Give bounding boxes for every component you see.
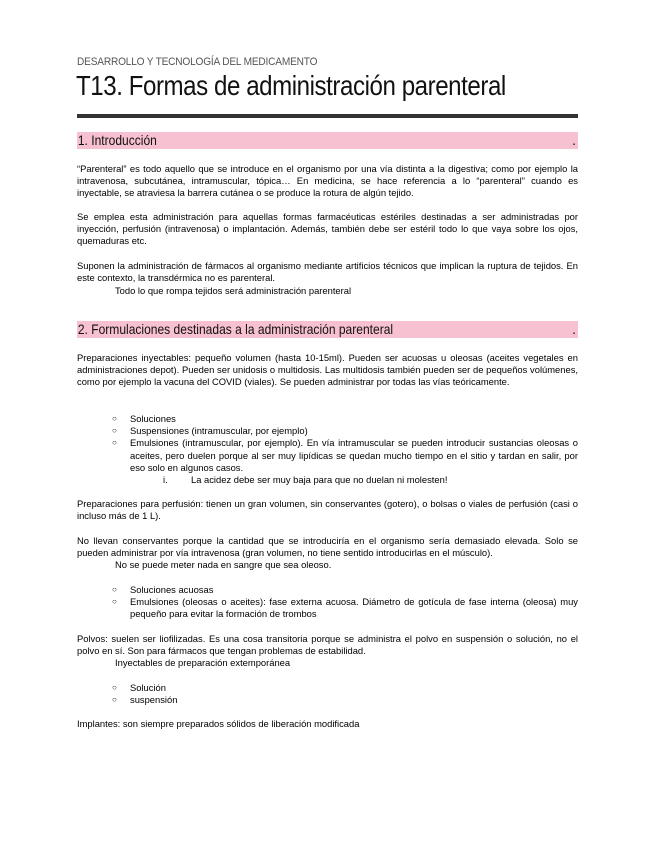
list-item: ○ Emulsiones (oleosas o aceites): fase externa acuosa. Diámetro de gotícula de fase interna (oleosa) muy pequeño para evitar la formación de trombos <box>112 596 578 620</box>
section-heading-dot: . <box>572 132 576 148</box>
paragraph-polvos: Polvos: suelen ser liofilizadas. Es una cosa transitoria porque se administra el polvo en suspensión o solución, no el polvo en sí. Son para fármacos que tengan problemas de estabilidad. <box>77 633 578 657</box>
section-heading-formulaciones <box>77 321 578 338</box>
title-rule <box>77 114 578 118</box>
paragraph-conservantes: No llevan conservantes porque la cantidad que se introduciría en el organismo sería demasiado elevada. Solo se pueden administrar por vía intravenosa (gran volumen, no tiene sentido introducirlas en el músculo). <box>77 535 578 559</box>
indented-note-extemporanea: Inyectables de preparación extemporánea <box>115 657 291 668</box>
subject-header: DESARROLLO Y TECNOLOGÍA DEL MEDICAMENTO <box>77 56 318 68</box>
section-heading-label: 1. Introducción <box>77 132 157 148</box>
list-item: ○ Suspensiones (intramuscular, por ejemplo) <box>112 425 578 437</box>
roman-numeral: i. <box>163 474 168 485</box>
indented-note-tissues: Todo lo que rompa tejidos será administración parenteral <box>115 285 352 296</box>
paragraph-inyectables: Preparaciones inyectables: pequeño volumen (hasta 10-15ml). Pueden ser acuosas u oleosas (aceites vegetales en administraciones depot). Pueden ser unidosis o multidosis. Las multidosis también pueden ser de pequeños volúmenes, como por ejemplo la vacuna del COVID (viales). Se pueden administrar por todas las vías teóricamente. <box>77 352 578 388</box>
list-item: ○ Soluciones <box>112 413 578 425</box>
list-inyectables <box>112 413 578 474</box>
section-heading-label: 2. Formulaciones destinadas a la administración parenteral <box>77 321 394 337</box>
section-heading-dot: . <box>572 321 576 337</box>
page-title: T13. Formas de administración parenteral <box>76 70 506 101</box>
paragraph-perfusion: Preparaciones para perfusión: tienen un gran volumen, sin conservantes (gotero), o bolsas o viales de perfusión (casi o incluso más de 1 L). <box>77 498 578 522</box>
list-polvos <box>112 682 578 706</box>
list-item: ○ Soluciones acuosas <box>112 584 578 596</box>
paragraph-parenteral-definition: “Parenteral” es todo aquello que se introduce en el organismo por una vía distinta a la digestiva; como por ejemplo la intravenosa, subcutánea, intramuscular, tópica… En medicina, se hace referencia a lo “parenteral” cuando es inyectable, se atraviesa la barrera cutánea o se produce la rotura de algún tejido. <box>77 163 578 199</box>
list-item: ○ Emulsiones (intramuscular, por ejemplo). En vía intramuscular se pueden introducir sustancias oleosas o aceites, pero duelen porque al ser muy lipídicas se quedan mucho tiempo en el sitio y tardan en salir, por eso solo en algunos casos. <box>112 437 578 474</box>
list-perfusion <box>112 584 578 621</box>
indented-note-oleoso: No se puede meter nada en sangre que sea oleoso. <box>115 559 332 570</box>
list-item: ○ suspensión <box>112 694 578 706</box>
list-item: ○ Solución <box>112 682 578 694</box>
section-heading-introduccion <box>77 132 578 149</box>
roman-item-text: La acidez debe ser muy baja para que no duelan ni molesten! <box>191 474 448 485</box>
paragraph-administration-use: Se emplea esta administración para aquellas formas farmacéuticas estériles destinadas a ser administradas por inyección, perfusión (intravenosa) o implantación. Además, también debe ser estéril todo lo que vaya sobre los ojos, quemaduras etc. <box>77 211 578 247</box>
paragraph-implantes: Implantes: son siempre preparados sólidos de liberación modificada <box>77 718 360 729</box>
paragraph-tissue-rupture: Suponen la administración de fármacos al organismo mediante artificios técnicos que implican la ruptura de tejidos. En este contexto, la transdérmica no es parenteral. <box>77 260 578 284</box>
